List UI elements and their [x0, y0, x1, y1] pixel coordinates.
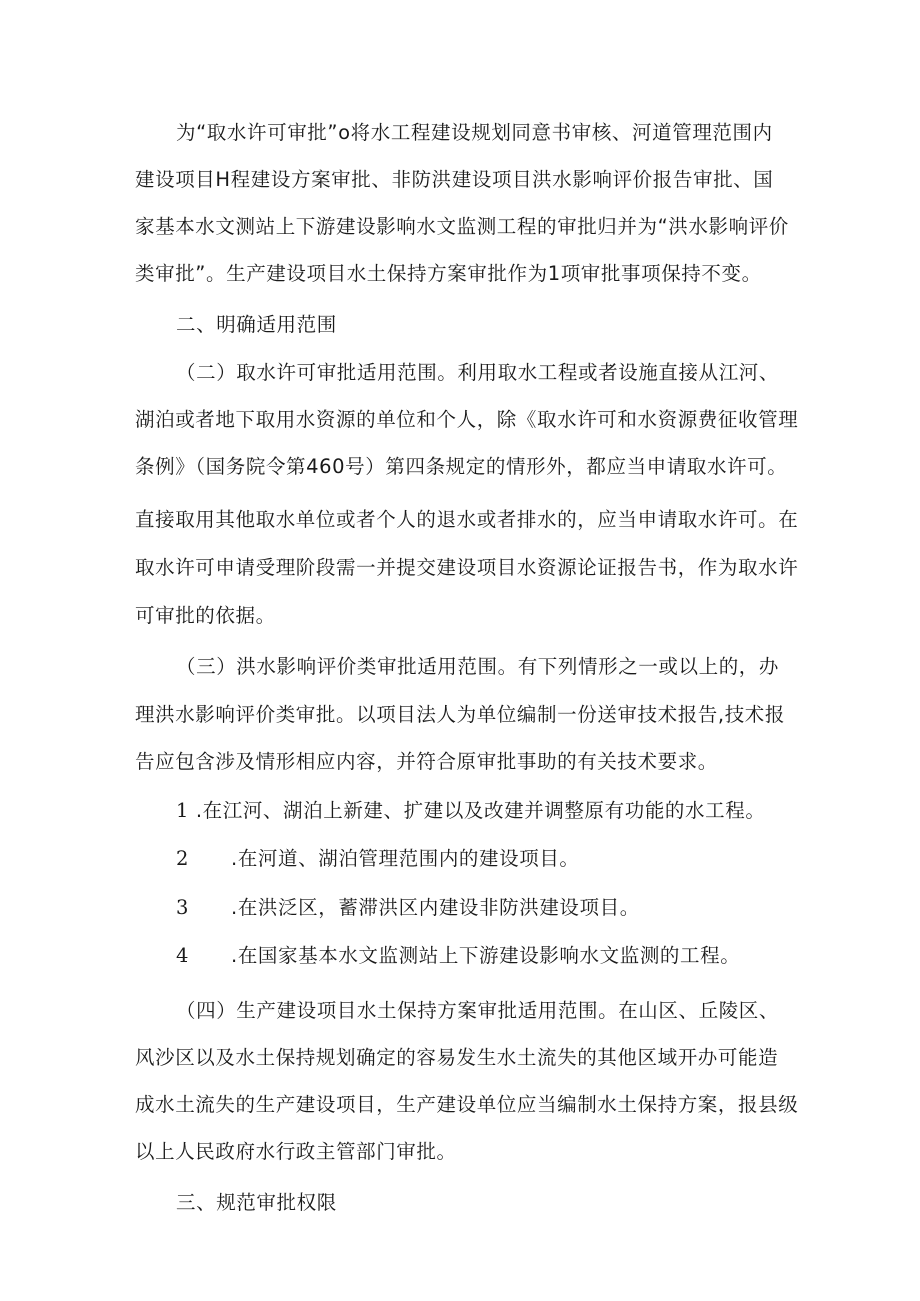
list-item-number: 4 — [176, 944, 190, 967]
list-item-text: .在洪泛区，蓄滞洪区内建设非防洪建设项目。 — [231, 896, 640, 919]
paragraph-line: （三）洪水影响评价类审批适用范围。有下列情形之一或以上的，办 — [176, 655, 780, 678]
paragraph-line: 取水许可申请受理阶段需一并提交建设项目水资源论证报告书，作为取水许 — [135, 556, 799, 579]
paragraph-line: 可审批的依据。 — [135, 604, 276, 627]
paragraph-line: （二）取水许可审批适用范围。利用取水工程或者设施直接从江河、 — [176, 361, 780, 384]
paragraph-line: 为“取水许可审批”o将水工程建设规划同意书审核、河道管理范围内 — [176, 121, 773, 144]
paragraph-line: （四）生产建设项目水土保持方案审批适用范围。在山区、丘陵区、 — [176, 999, 780, 1022]
list-item-number: 1 — [176, 799, 190, 822]
list-item — [0, 941, 920, 971]
list-item — [0, 796, 920, 826]
paragraph-line: 湖泊或者地下取用水资源的单位和个人，除《取水许可和水资源费征收管理 — [135, 408, 799, 431]
paragraph-line: 家基本水文测站上下游建设影响水文监测工程的审批归并为“洪水影响评价 — [135, 215, 789, 238]
paragraph-line: 成水土流失的生产建设项目，生产建设单位应当编制水土保持方案，报县级 — [135, 1093, 799, 1116]
list-item — [0, 844, 920, 874]
list-item-number: 2 — [176, 847, 190, 870]
paragraph-line: 以上人民政府水行政主管部门审批。 — [135, 1140, 457, 1163]
list-item-text: .在江河、湖泊上新建、扩建以及改建并调整原有功能的水工程。 — [195, 799, 766, 822]
paragraph-line: 条例》（国务院令第460号）第四条规定的情形外，都应当申请取水许可。 — [135, 455, 788, 478]
paragraph-line: 告应包含涉及情形相应内容，并符合原审批事助的有关技术要求。 — [135, 750, 718, 773]
section-heading: 三、规范审批权限 — [176, 1191, 337, 1214]
paragraph-line: 建设项目H程建设方案审批、非防洪建设项目洪水影响评价报告审批、国 — [135, 168, 774, 191]
paragraph-line: 理洪水影响评价类审批。以项目法人为单位编制一份送审技术报告,技术报 — [135, 703, 785, 726]
list-item-text: .在河道、湖泊管理范围内的建设项目。 — [231, 847, 580, 870]
paragraph-line: 风沙区以及水土保持规划确定的容易发生水土流失的其他区域开办可能造 — [135, 1046, 779, 1069]
paragraph-line: 类审批”。生产建设项目水土保持方案审批作为1项审批事项保持不变。 — [135, 262, 762, 285]
list-item-text: .在国家基本水文监测站上下游建设影响水文监测的工程。 — [231, 944, 741, 967]
section-heading: 二、明确适用范围 — [176, 313, 337, 336]
paragraph-line: 直接取用其他取水单位或者个人的退水或者排水的，应当申请取水许可。在 — [135, 508, 799, 531]
list-item — [0, 893, 920, 923]
list-item-number: 3 — [176, 896, 190, 919]
